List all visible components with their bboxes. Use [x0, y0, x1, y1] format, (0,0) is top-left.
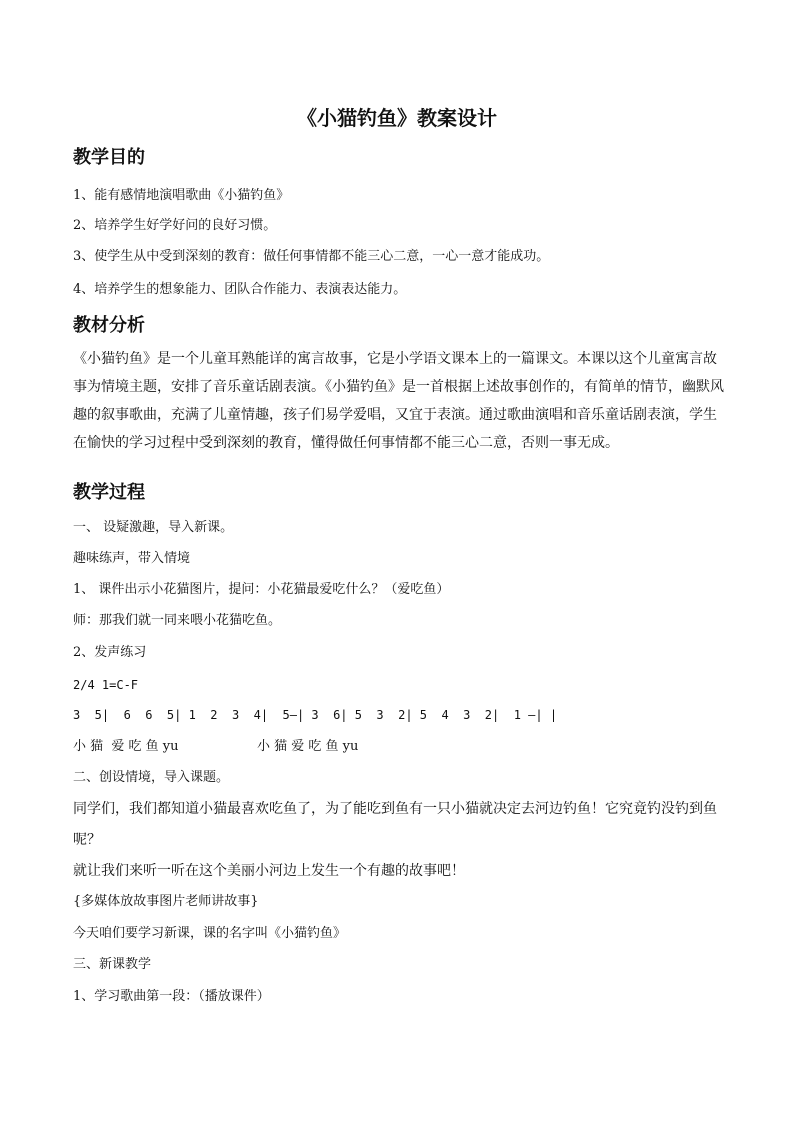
process-line: {多媒体放故事图片老师讲故事} [73, 894, 259, 909]
process-heading: 教学过程 [73, 482, 145, 503]
objectives-heading: 教学目的 [73, 147, 145, 168]
process-line: 就让我们来听一听在这个美丽小河边上发生一个有趣的故事吧！ [73, 863, 465, 879]
process-line: 师：那我们就一同来喂小花猫吃鱼。 [73, 613, 282, 628]
time-key-signature: 2/4 1=C-F [73, 678, 139, 692]
process-line: 呢？ [73, 832, 101, 848]
analysis-line: 趣的叙事歌曲，充满了儿童情趣，孩子们易学爱唱，又宜于表演。通过歌曲演唱和音乐童话剧表演，学生 [73, 407, 717, 423]
objective-item: 1、能有感情地演唱歌曲《小猫钓鱼》 [73, 188, 290, 203]
lyrics-line: 小 猫 爱 吃 鱼 yu 小 猫 爱 吃 鱼 yu [73, 739, 359, 754]
analysis-line: 《小猫钓鱼》是一个儿童耳熟能详的寓言故事，它是小学语文课本上的一篇课文。本课以这个儿童寓言故 [73, 351, 717, 367]
process-line: 今天咱们要学习新课，课的名字叫《小猫钓鱼》 [73, 926, 347, 941]
process-line: 趣味练声，带入情境 [73, 551, 191, 566]
analysis-line: 事为情境主题，安排了音乐童话剧表演。《小猫钓鱼》是一首根据上述故事创作的，有简单的情节，幽默风 [73, 379, 724, 395]
process-line: 同学们，我们都知道小猫最喜欢吃鱼了，为了能吃到鱼有一只小猫就决定去河边钓鱼！它究竟钓没钓到鱼 [73, 801, 717, 817]
process-line: 1、学习歌曲第一段：（播放课件） [73, 989, 270, 1004]
music-notation: 3 5| 6 6 5| 1 2 3 4| 5—| 3 6| 5 3 2| 5 4 3 2| 1 —| | [73, 708, 558, 722]
process-line: 二、创设情境，导入课题。 [73, 770, 230, 785]
process-line: 三、新课教学 [73, 957, 152, 972]
document-title: 《小猫钓鱼》教案设计 [297, 106, 497, 130]
objective-item: 4、培养学生的想象能力、团队合作能力、表演表达能力。 [73, 282, 407, 297]
objective-item: 3、使学生从中受到深刻的教育：做任何事情都不能三心二意，一心一意才能成功。 [73, 249, 550, 264]
process-line: 一、 设疑激趣，导入新课。 [73, 520, 234, 535]
analysis-heading: 教材分析 [73, 315, 145, 336]
analysis-paragraph [73, 345, 733, 457]
process-line: 2、发声练习 [73, 645, 147, 660]
analysis-line: 在愉快的学习过程中受到深刻的教育，懂得做任何事情都不能三心二意，否则一事无成。 [73, 435, 619, 451]
objective-item: 2、培养学生好学好问的良好习惯。 [73, 218, 277, 233]
process-line: 1、 课件出示小花猫图片，提问：小花猫最爱吃什么？（爱吃鱼） [73, 582, 450, 597]
